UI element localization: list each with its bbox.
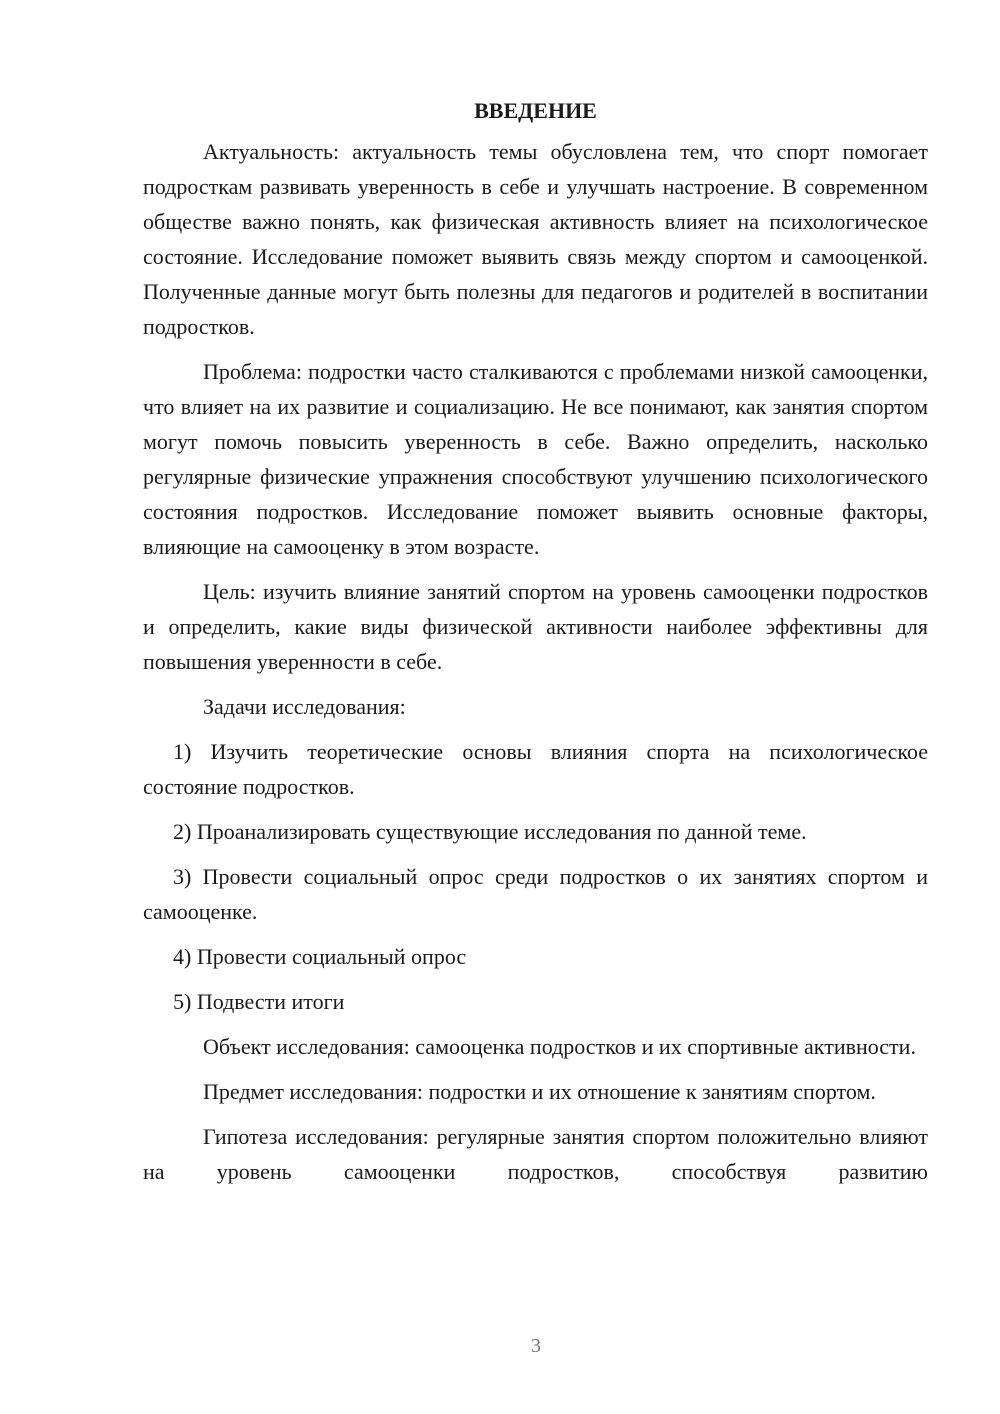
page-number: 3 (531, 1335, 541, 1357)
tasks-heading: Задачи исследования: (203, 694, 406, 719)
subject-paragraph: Предмет исследования: подростки и их отношение к занятиям спортом. (203, 1079, 876, 1104)
document-page (143, 92, 928, 1199)
task-item-2: 2) Проанализировать существующие исследования по данной теме. (173, 819, 807, 844)
goal-paragraph: Цель: изучить влияние занятий спортом на уровень самооценки подростков и определить, какие виды физической активности наиболее эффективны для повышения уверенности в себе. (143, 579, 928, 674)
task-item-1: 1) Изучить теоретические основы влияния спорта на психологическое состояние подростков. (143, 739, 928, 799)
object-paragraph: Объект исследования: самооценка подростков и их спортивные активности. (203, 1034, 916, 1059)
task-item-4: 4) Провести социальный опрос (173, 944, 467, 969)
relevance-paragraph: Актуальность: актуальность темы обусловлена тем, что спорт помогает подросткам развивать уверенность в себе и улучшать настроение. В современном обществе важно понять, как физическая активность влияет на психологическое состояние. Исследование поможет выявить связь между спортом и самооценкой. Полученные данные могут быть полезны для педагогов и родителей в воспитании подростков. (143, 139, 928, 339)
task-item-5: 5) Подвести итоги (173, 989, 345, 1014)
hypothesis-paragraph: Гипотеза исследования: регулярные занятия спортом положительно влияют на уровень самооценки подростков, способствуя развитию (143, 1124, 928, 1184)
section-title: ВВЕДЕНИЕ (474, 98, 597, 123)
problem-paragraph: Проблема: подростки часто сталкиваются с проблемами низкой самооценки, что влияет на их развитие и социализацию. Не все понимают, как занятия спортом могут помочь повысить уверенность в себе. Важно определить, насколько регулярные физические упражнения способствуют улучшению психологического состояния подростков. Исследование поможет выявить основные факторы, влияющие на самооценку в этом возрасте. (143, 359, 928, 559)
task-item-3: 3) Провести социальный опрос среди подростков о их занятиях спортом и самооценке. (143, 864, 928, 924)
